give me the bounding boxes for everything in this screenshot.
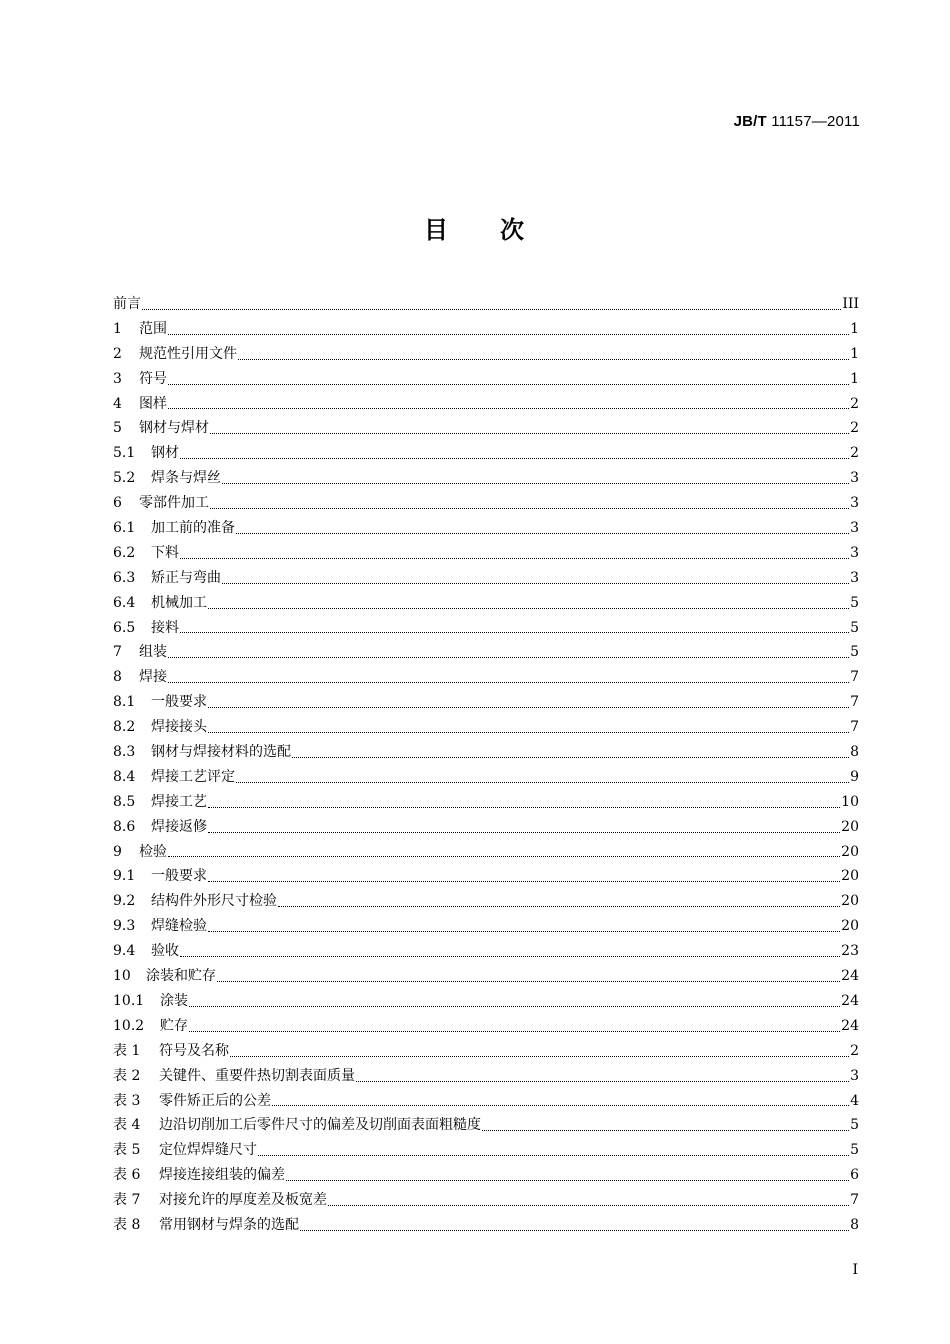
toc-entry[interactable] [113,790,859,815]
toc-entry-page: 3 [850,544,859,561]
toc-entry-number: 表 5 [113,1142,141,1159]
toc-entry-title: 焊接工艺 [151,793,207,810]
toc-leader-dots [356,1080,849,1082]
toc-entry-title: 焊接返修 [151,818,207,835]
toc-leader-dots [189,1030,840,1032]
toc-entry-number: 10.2 [113,1017,145,1034]
toc-leader-dots [208,831,840,833]
toc-entry[interactable] [113,889,859,914]
toc-entry[interactable] [113,441,859,466]
toc-entry-title: 钢材与焊材 [139,420,209,437]
toc-entry-number: 5 [113,420,122,437]
toc-entry[interactable] [113,516,859,541]
toc-leader-dots [189,1005,840,1007]
toc-entry[interactable] [113,292,859,317]
toc-entry-page: 7 [850,694,859,711]
toc-entry-title: 下料 [151,544,179,561]
toc-entry-number: 表 8 [113,1216,141,1233]
toc-entry-page: 2 [850,445,859,462]
toc-entry-page: 2 [850,395,859,412]
toc-entry-number: 8.5 [113,793,136,810]
toc-entry-title: 前言 [113,296,141,312]
toc-entry-title: 符号 [139,370,167,387]
table-of-contents [113,292,859,1238]
toc-entry-number: 8.3 [113,744,136,761]
toc-entry-title: 定位焊焊缝尺寸 [159,1142,257,1159]
toc-entry[interactable] [113,491,859,516]
toc-entry-page: 24 [841,1017,859,1034]
toc-entry-title: 检验 [139,843,167,860]
toc-entry-title: 焊条与焊丝 [151,470,221,487]
toc-entry-number: 6.2 [113,544,136,561]
toc-leader-dots [328,1204,849,1206]
toc-leader-dots [180,631,849,633]
standard-code-number: 11157—2011 [766,113,860,130]
toc-leader-dots [482,1129,849,1131]
toc-entry-page: 1 [850,370,859,387]
toc-leader-dots [230,1055,849,1057]
toc-entry-title: 一般要求 [151,868,207,885]
toc-leader-dots [168,656,849,658]
toc-entry-page: 3 [850,495,859,512]
toc-entry-title: 涂装 [160,992,188,1009]
toc-entry-title: 规范性引用文件 [139,345,237,362]
toc-entry[interactable] [113,342,859,367]
toc-entry-number: 表 4 [113,1117,141,1134]
toc-entry[interactable] [113,815,859,840]
toc-entry[interactable] [113,1138,859,1163]
toc-leader-dots [208,930,840,932]
toc-entry[interactable] [113,1188,859,1213]
toc-entry-title: 范围 [139,320,167,337]
toc-leader-dots [208,731,849,733]
toc-entry-number: 6.4 [113,594,136,611]
toc-entry[interactable] [113,367,859,392]
toc-leader-dots [236,781,849,783]
toc-entry-title: 接料 [151,619,179,636]
toc-leader-dots [208,880,840,882]
title-char-2: 次 [500,216,526,244]
toc-entry-page: 3 [850,470,859,487]
toc-entry[interactable] [113,1064,859,1089]
toc-entry[interactable] [113,317,859,342]
toc-entry-title: 结构件外形尺寸检验 [151,893,277,910]
toc-leader-dots [168,383,849,385]
toc-entry-page: 5 [850,619,859,636]
toc-entry-number: 4 [113,395,122,412]
toc-entry[interactable] [113,1113,859,1138]
toc-entry-title: 贮存 [160,1017,188,1034]
toc-entry-number: 表 6 [113,1167,141,1184]
toc-entry[interactable] [113,541,859,566]
toc-leader-dots [180,557,849,559]
toc-entry-title: 零件矫正后的公差 [159,1092,271,1109]
toc-leader-dots [142,308,841,310]
toc-entry-title: 焊接接头 [151,719,207,736]
toc-entry[interactable] [113,416,859,441]
toc-entry[interactable] [113,1014,859,1039]
toc-entry-title: 一般要求 [151,694,207,711]
toc-entry-number: 5.2 [113,470,136,487]
toc-entry-page: 8 [850,744,859,761]
toc-entry-number: 9.4 [113,943,136,960]
toc-entry-title: 机械加工 [151,594,207,611]
toc-entry-number: 5.1 [113,445,136,462]
toc-entry-page: 5 [850,1142,859,1159]
toc-entry-page: 2 [850,420,859,437]
toc-entry-page: 23 [841,943,859,960]
toc-entry[interactable] [113,715,859,740]
toc-leader-dots [208,607,849,609]
toc-entry-title: 符号及名称 [159,1042,229,1059]
toc-entry-number: 8.2 [113,719,136,736]
toc-entry-title: 加工前的准备 [151,520,235,537]
toc-entry-title: 关键件、重要件热切割表面质量 [159,1067,355,1084]
toc-entry[interactable] [113,591,859,616]
toc-entry-number: 9.3 [113,918,136,935]
toc-entry[interactable] [113,466,859,491]
toc-leader-dots [208,806,840,808]
toc-entry-title: 涂装和贮存 [146,968,216,985]
toc-entry[interactable] [113,392,859,417]
toc-entry-page: 5 [850,1117,859,1134]
toc-leader-dots [222,482,849,484]
toc-entry-page: 10 [841,793,859,810]
toc-leader-dots [210,507,849,509]
toc-entry-title: 焊接连接组装的偏差 [159,1167,285,1184]
toc-entry-number: 9.1 [113,868,136,885]
toc-entry-title: 焊接工艺评定 [151,768,235,785]
toc-entry-page: 7 [850,1192,859,1209]
toc-entry-title: 对接允许的厚度差及板宽差 [159,1192,327,1209]
toc-entry-number: 7 [113,644,122,661]
toc-leader-dots [208,706,849,708]
toc-entry[interactable] [113,840,859,865]
toc-leader-dots [168,681,849,683]
title-char-1: 目 [424,216,450,244]
toc-entry-title: 图样 [139,395,167,412]
toc-entry-number: 9.2 [113,893,136,910]
toc-entry-number: 1 [113,320,122,337]
toc-entry-number: 8 [113,669,122,686]
toc-entry[interactable] [113,740,859,765]
toc-entry-number: 表 2 [113,1067,141,1084]
toc-leader-dots [258,1154,849,1156]
toc-entry-number: 8.6 [113,818,136,835]
toc-entry[interactable] [113,964,859,989]
toc-leader-dots [300,1229,849,1231]
toc-entry-title: 矫正与弯曲 [151,569,221,586]
toc-entry-page: 9 [850,768,859,785]
toc-entry-page: 3 [850,1067,859,1084]
toc-leader-dots [217,980,840,982]
standard-code-prefix: JB/T [733,113,767,130]
toc-entry-number: 9 [113,843,122,860]
toc-entry-page: 20 [841,818,859,835]
toc-entry[interactable] [113,914,859,939]
toc-entry-page: 2 [850,1042,859,1059]
toc-entry-title: 组装 [139,644,167,661]
toc-leader-dots [272,1104,849,1106]
toc-entry-number: 表 3 [113,1092,141,1109]
toc-entry-page: 20 [841,868,859,885]
toc-entry[interactable] [113,1039,859,1064]
toc-leader-dots [168,333,849,335]
toc-entry-title: 常用钢材与焊条的选配 [159,1216,299,1233]
toc-entry-page: 3 [850,520,859,537]
toc-entry[interactable] [113,864,859,889]
toc-entry-number: 表 1 [113,1042,141,1059]
toc-entry-title: 焊接 [139,669,167,686]
toc-entry-number: 表 7 [113,1192,141,1209]
page-number: I [852,1262,858,1278]
toc-entry-title: 钢材与焊接材料的选配 [151,744,291,761]
toc-entry-title: 验收 [151,943,179,960]
toc-entry-number: 3 [113,370,122,387]
toc-entry-number: 8.1 [113,694,136,711]
toc-entry-title: 零部件加工 [139,495,209,512]
toc-entry[interactable] [113,1213,859,1238]
toc-leader-dots [180,457,849,459]
toc-entry-page: III [842,296,859,312]
toc-entry-page: 4 [850,1092,859,1109]
toc-entry-page: 1 [850,320,859,337]
toc-leader-dots [236,532,849,534]
toc-entry-number: 10.1 [113,992,145,1009]
toc-leader-dots [210,432,849,434]
toc-entry-page: 5 [850,644,859,661]
toc-entry-number: 6.5 [113,619,136,636]
toc-entry[interactable] [113,989,859,1014]
toc-entry-page: 8 [850,1216,859,1233]
toc-leader-dots [222,582,849,584]
toc-entry-page: 3 [850,569,859,586]
toc-entry-page: 20 [841,843,859,860]
toc-entry-page: 5 [850,594,859,611]
toc-entry-title: 边沿切削加工后零件尺寸的偏差及切削面表面粗糙度 [159,1117,481,1134]
toc-leader-dots [292,756,849,758]
toc-entry-title: 钢材 [151,445,179,462]
toc-entry[interactable] [113,665,859,690]
toc-entry-number: 2 [113,345,122,362]
toc-entry-page: 7 [850,669,859,686]
toc-entry[interactable] [113,640,859,665]
toc-leader-dots [278,905,840,907]
toc-entry-page: 24 [841,992,859,1009]
standard-code [734,113,860,130]
toc-entry-page: 1 [850,345,859,362]
toc-entry[interactable] [113,1163,859,1188]
toc-leader-dots [180,955,840,957]
toc-entry[interactable] [113,1089,859,1114]
toc-entry-page: 24 [841,968,859,985]
toc-leader-dots [238,358,849,360]
toc-entry[interactable] [113,765,859,790]
toc-entry-page: 6 [850,1167,859,1184]
toc-entry-page: 20 [841,918,859,935]
toc-leader-dots [168,855,840,857]
toc-entry[interactable] [113,939,859,964]
toc-entry[interactable] [113,566,859,591]
toc-entry-number: 6 [113,495,122,512]
toc-entry-page: 7 [850,719,859,736]
toc-entry[interactable] [113,690,859,715]
toc-leader-dots [286,1179,849,1181]
toc-leader-dots [168,407,849,409]
toc-entry-number: 6.3 [113,569,136,586]
toc-entry[interactable] [113,616,859,641]
toc-entry-title: 焊缝检验 [151,918,207,935]
page-title [0,210,950,245]
toc-entry-number: 6.1 [113,520,136,537]
toc-entry-number: 8.4 [113,768,136,785]
toc-entry-number: 10 [113,968,131,985]
toc-entry-page: 20 [841,893,859,910]
